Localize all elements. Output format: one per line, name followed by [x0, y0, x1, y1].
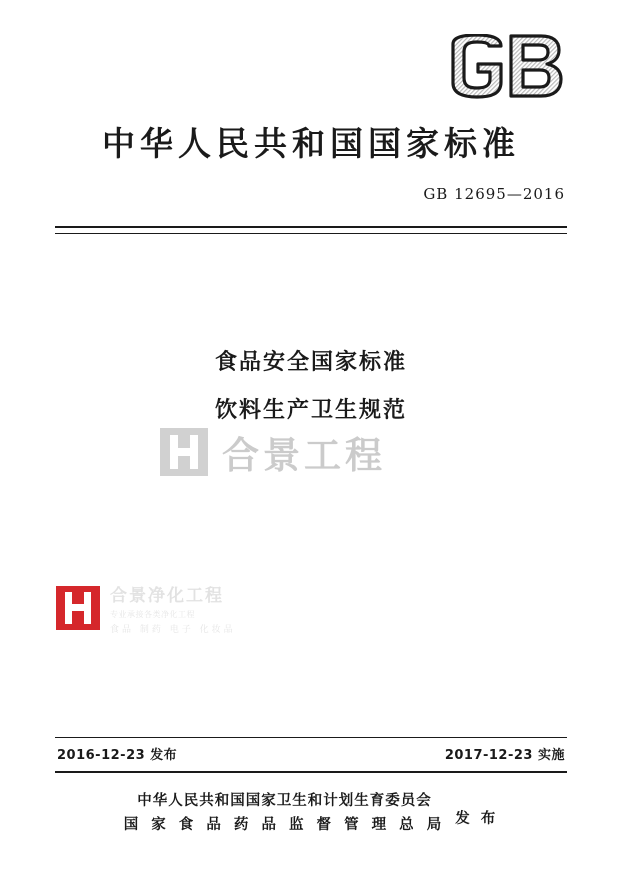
issuer-line-2: 国 家 食 品 药 品 监 督 管 理 总 局 [123, 817, 446, 833]
issue-word: 发 布 [455, 811, 499, 827]
watermark-center [160, 425, 386, 479]
issuer-line-1: 中华人民共和国国家卫生和计划生育委员会 [137, 793, 432, 809]
watermark-lower-sub-2: 食品 制药 电子 化妆品 [110, 624, 236, 635]
watermark-red-logo-icon [56, 586, 100, 630]
issue-date: 2016-12-23 发布 [57, 748, 178, 763]
document-title-line-2: 饮料生产卫生规范 [214, 398, 407, 423]
watermark-red-logo-bar [65, 604, 91, 611]
issuer-lines [124, 789, 446, 834]
gb-logo-icon [449, 34, 567, 106]
watermark-logo-icon [160, 428, 208, 476]
watermark-lower-text-group [110, 586, 236, 635]
divider-bottom-thick [55, 771, 567, 773]
standard-number: GB 12695—2016 [423, 185, 565, 203]
effective-date: 2017-12-23 实施 [444, 748, 565, 763]
watermark-lower-main-text: 合景净化工程 [110, 586, 224, 606]
divider-top-thick [55, 226, 567, 228]
watermark-logo-bar [170, 448, 198, 456]
watermark-center-text: 合景工程 [222, 434, 386, 477]
divider-top-thin [55, 233, 567, 234]
issuer-block [0, 789, 622, 834]
document-title-line-1: 食品安全国家标准 [214, 350, 407, 375]
page-title: 中华人民共和国国家标准 [102, 124, 520, 163]
watermark-lower-left [56, 586, 236, 635]
watermark-lower-sub-1: 专业承接各类净化工程 [110, 609, 195, 619]
divider-bottom-thin [55, 737, 567, 738]
